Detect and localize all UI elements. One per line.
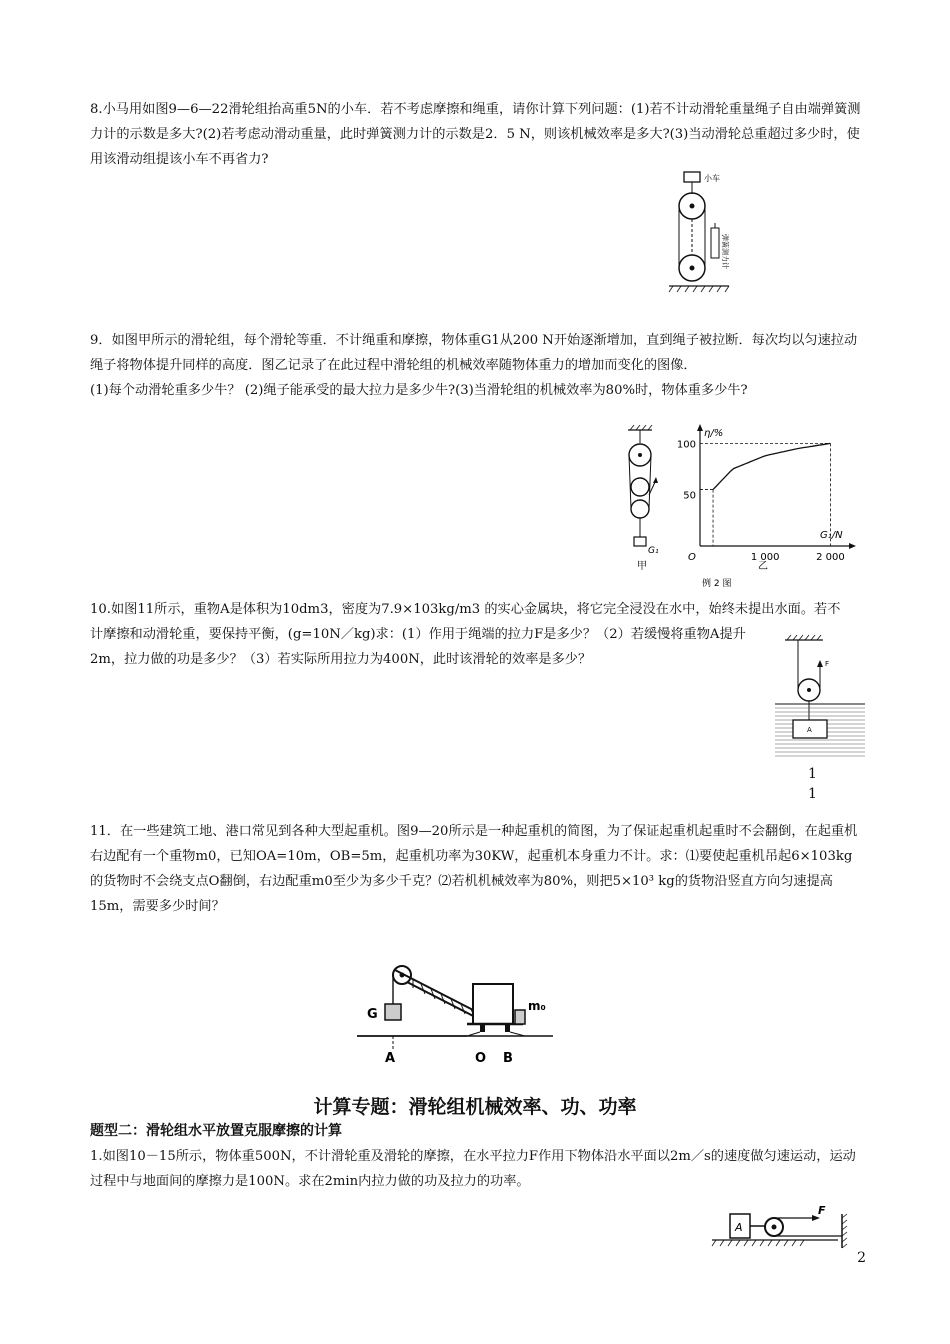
svg-text:A: A	[385, 1051, 396, 1066]
svg-text:F: F	[818, 1204, 826, 1217]
svg-text:G₁: G₁	[648, 546, 659, 556]
question-10-line1: 10.如图11所示，重物A是体积为10dm3，密度为7.9×103kg/m3 的实心金属块，将它完全浸没在水中，始终未提出水面。若不	[90, 602, 841, 617]
y-axis-label: η/%	[704, 428, 724, 439]
note-1b: 1	[808, 786, 817, 802]
svg-text:G: G	[367, 1007, 378, 1022]
section-subtitle: 题型二：滑轮组水平放置克服摩擦的计算	[90, 1123, 342, 1139]
series-line	[713, 443, 830, 489]
svg-text:F: F	[825, 660, 830, 668]
svg-text:弹簧测力计: 弹簧测力计	[721, 234, 729, 269]
page-number: 2	[857, 1250, 866, 1266]
x-tick-label: O	[688, 552, 696, 563]
svg-text:小车: 小车	[704, 174, 720, 183]
y-tick-label: 50	[683, 490, 696, 502]
x-axis-label: G₁/N	[820, 530, 843, 541]
svg-text:O: O	[475, 1051, 487, 1066]
q11-crane-figure	[355, 960, 555, 1072]
note-1a: 1	[808, 766, 817, 782]
svg-text:甲: 甲	[637, 561, 647, 572]
question-9: 9．如图甲所示的滑轮组，每个滑轮等重．不计绳重和摩擦，物体重G1从200 N开始逐渐增加，直到绳子被拉断．每次均以匀速拉动绳子将物体提升同样的高度．图乙记录了在此过程中滑轮组的机械效率随物体重力的增加而变化的图像．	[90, 333, 858, 373]
svg-text:B: B	[503, 1051, 513, 1066]
q9-efficiency-chart	[672, 420, 862, 595]
x-tick-label: 1 000	[750, 552, 780, 563]
chart-label-yi: 乙	[758, 561, 768, 572]
section-title: 计算专题：滑轮组机械效率、功、功率	[313, 1096, 637, 1118]
svg-text:A: A	[735, 1221, 743, 1234]
y-tick-label: 100	[676, 439, 696, 451]
q8-pulley-figure	[665, 168, 735, 296]
q9-pulley-figure-jia	[620, 425, 680, 573]
q10-pulley-water-figure	[775, 632, 865, 762]
horizontal-pulley-figure	[708, 1204, 856, 1252]
svg-text:A: A	[807, 726, 812, 734]
question-11: 11．在一些建筑工地、港口常见到各种大型起重机。图9—20所示是一种起重机的简图，为了保证起重机起重时不会翻倒，在起重机右边配有一个重物m0，已知OA=10m，OB=5m，起重机功率为30KW，起重机本身重力不计。求：⑴要使起重机吊起6×103kg的货物时不会绕支点O翻倒，右边配重m0至少为多少千克？⑵若机机械效率为80%，则把5×10³ kg的货物沿竖直方向匀速提高15m，需要多少时间？	[90, 824, 858, 914]
question-9-subquestions: (1)每个动滑轮重多少牛？ (2)绳子能承受的最大拉力是多少牛?(3)当滑轮组的机械效率为80%时，物体重多少牛?	[90, 383, 748, 398]
question-10-line2: 计摩擦和动滑轮重，要保持平衡，(g=10N／kg)求：(1）作用于绳端的拉力F是多少？（2）若缓慢将重物A提升2m，拉力做的功是多少？（3）若实际所用拉力为400N，此时该滑轮的效率是多少？	[90, 627, 746, 667]
question-8: 8.小马用如图9—6—22滑轮组抬高重5N的小车．若不考虑摩擦和绳重，请你计算下列问题：(1)若不计动滑轮重量绳子自由端弹簧测力计的示数是多大?(2)若考虑动滑动重量，此时弹簧测力计的示数是2．5 N，则该机械效率是多大?(3)当动滑轮总重超过多少时，使用该滑动组提该小车不再省力?	[90, 102, 861, 167]
svg-text:m₀: m₀	[528, 999, 546, 1013]
question-2-1: 1.如图10－15所示，物体重500N，不计滑轮重及滑轮的摩擦，在水平拉力F作用下物体沿水平面以2m／s的速度做匀速运动，运动过程中与地面间的摩擦力是100N。求在2min内拉力做的功及拉力的功率。	[90, 1149, 856, 1189]
chart-caption: 例 2 图	[702, 579, 732, 589]
x-tick-label: 2 000	[816, 552, 845, 563]
